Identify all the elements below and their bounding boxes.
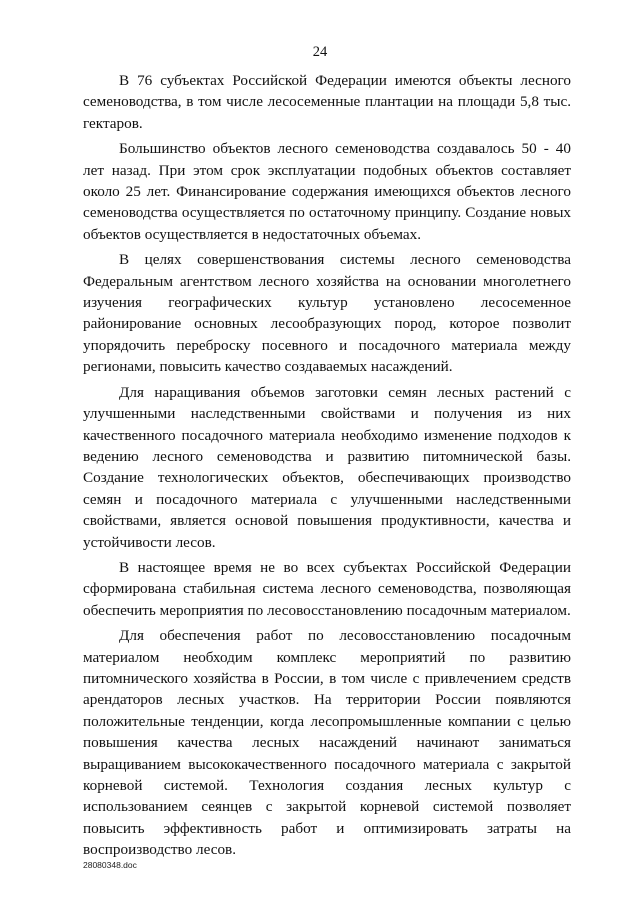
paragraph-zoning: В целях совершенствования системы лесного семеноводства Федеральным агентством лесного хозяйства на основании многолетнего изучения географических культур установлено лесосеменное районирование основных лесообразующих пород, которое позволит упорядочить переброску посевного и посадочного материала между регионами, повысить качество создаваемых насаждений. (83, 251, 571, 376)
page-number: 24 (312, 44, 328, 60)
paragraph-seed-objects: В 76 субъектах Российской Федерации имеются объекты лесного семеноводства, в том числе лесосеменные плантации на площади 5,8 тыс. гектаров. (83, 72, 571, 132)
paragraph-existing-objects: Большинство объектов лесного семеноводства создавалось 50 - 40 лет назад. При этом срок эксплуатации подобных объектов составляет около 25 лет. Финансирование содержания имеющихся объектов лесного семеноводства осуществляется по остаточному принципу. Создание новых объектов осуществляется в недостаточных объемах. (83, 140, 571, 243)
paragraph-current-state: В настоящее время не во всех субъектах Российской Федерации сформирована стабильная система лесного семеноводства, позволяющая обеспечить мероприятия по лесовосстановлению посадочным материалом. (83, 558, 571, 619)
body-text (83, 70, 571, 865)
footer-filename: 28080348.doc (83, 860, 137, 870)
paragraph-nursery-development: Для обеспечения работ по лесовосстановлению посадочным материалом необходим комплекс мероприятий по развитию питомнического хозяйства в России, в том числе с привлечением средств арендаторов лесных участков. На территории России появляются положительные тенденции, когда лесопромышленные компании с целью повышения качества лесных насаждений начинают заниматься выращиванием высококачественного посадочного материала с закрытой корневой системой. Технология создания лесных культур с использованием сеянцев с закрытой корневой системой позволяет повысить эффективность работ и оптимизировать затраты на воспроизводство лесов. (83, 627, 571, 859)
paragraph-seed-procurement: Для наращивания объемов заготовки семян лесных растений с улучшенными наследственными свойствами и получения из них качественного посадочного материала необходимо изменение подходов к ведению лесного семеноводства и развитию питомнической базы. Создание технологических объектов, обеспечивающих производство семян и посадочного материала с улучшенными наследственными свойствами, является основой повышения продуктивности, качества и устойчивости лесов. (83, 383, 571, 551)
